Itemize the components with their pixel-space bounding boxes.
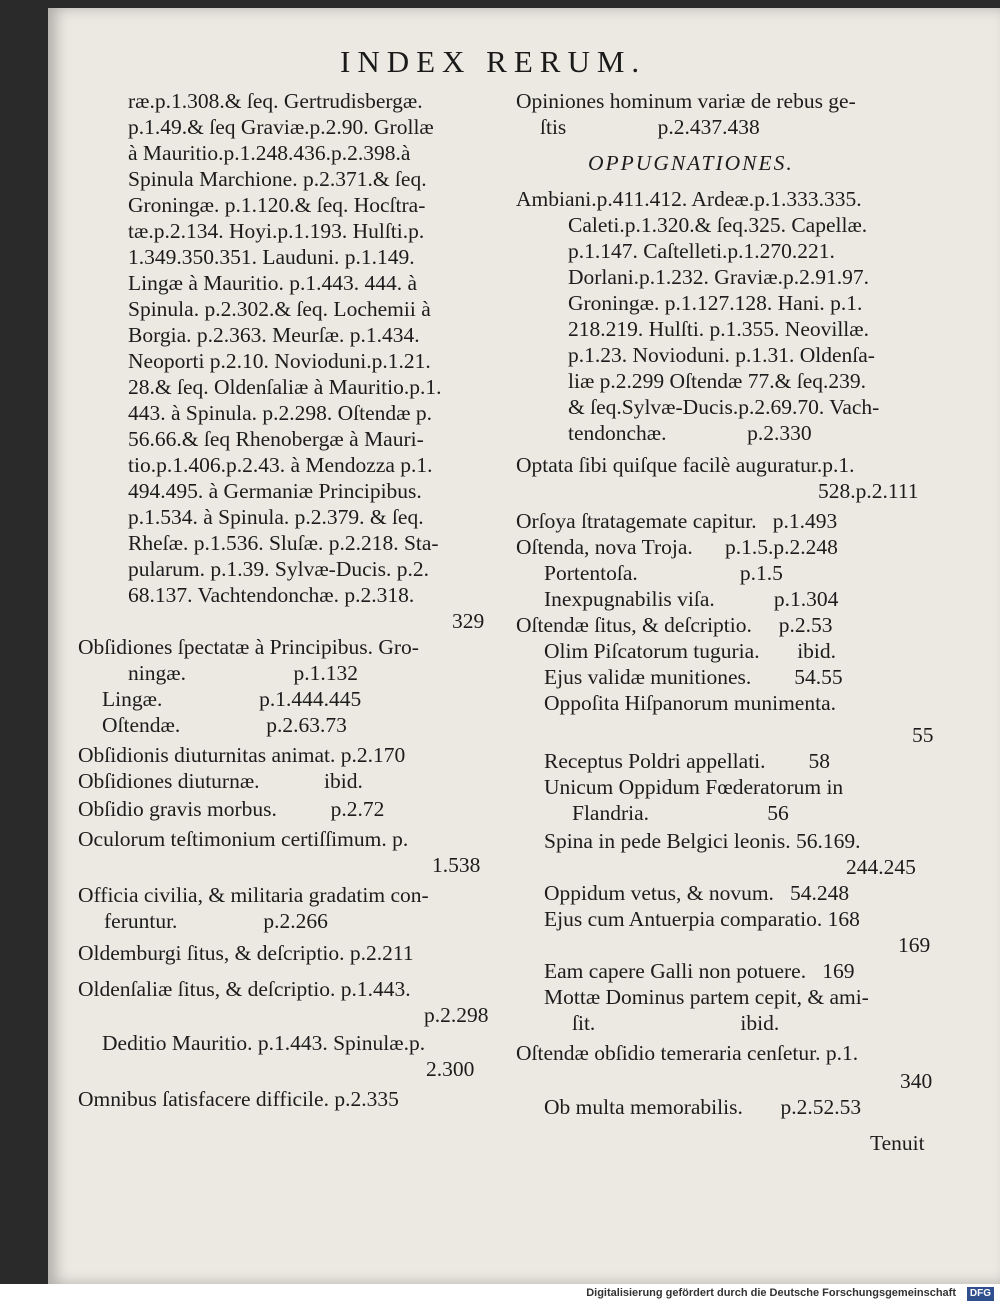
index-line: Neoporti p.2.10. Novioduni.p.1.21. [128,349,431,373]
index-line: p.1.147. Caſtelleti.p.1.270.221. [568,239,835,263]
page-header: INDEX RERUM. [340,44,647,79]
index-line: tæ.p.2.134. Hoyi.p.1.193. Hulſti.p. [128,219,425,243]
index-line: 1.349.350.351. Lauduni. p.1.149. [128,245,415,269]
index-line: 528.p.2.111 [818,479,919,503]
index-entry: Ambiani.p.411.412. Ardeæ.p.1.333.335. [516,187,862,211]
index-line: 443. à Spinula. p.2.298. Oſtendæ p. [128,401,432,425]
index-line: liæ p.2.299 Oſtendæ 77.& ſeq.239. [568,369,867,393]
index-subentry: Spina in pede Belgici leonis. 56.169. [544,829,861,853]
index-line: ſit. ibid. [572,1011,780,1035]
footer-credit: Digitalisierung gefördert durch die Deutsche Forschungsgemeinschaft [586,1287,956,1299]
index-entry: Oſtendæ obſidio temeraria cenſetur. p.1. [516,1041,859,1065]
index-subentry: Oppidum vetus, & novum. 54.248 [544,881,850,905]
index-line: 329 [452,609,485,633]
index-line: Lingæ à Mauritio. p.1.443. 444. à [128,271,418,295]
index-line: ningæ. p.1.132 [128,661,358,685]
index-line: tendonchæ. p.2.330 [568,421,812,445]
index-entry: Optata ſibi quiſque facilè auguratur.p.1. [516,453,855,477]
index-subentry: Oſtendæ. p.2.63.73 [102,713,347,737]
index-line: Rheſæ. p.1.536. Sluſæ. p.2.218. Sta- [128,531,439,555]
index-line: 340 [900,1069,933,1093]
index-line: 56.66.& ſeq Rhenobergæ à Mauri- [128,427,424,451]
index-subentry: Mottæ Dominus partem cepit, & ami- [544,985,869,1009]
index-entry: Obſidio gravis morbus. p.2.72 [78,797,385,821]
index-line: p.1.23. Novioduni. p.1.31. Oldenſa- [568,343,875,367]
dfg-logo-icon: DFG [967,1287,994,1301]
index-line: 244.245 [846,855,916,879]
index-line: 55 [912,723,934,747]
index-line: tio.p.1.406.p.2.43. à Mendozza p.1. [128,453,433,477]
index-line: Dorlani.p.1.232. Graviæ.p.2.91.97. [568,265,869,289]
index-line: Borgia. p.2.363. Meurſæ. p.1.434. [128,323,420,347]
index-line: ſtis p.2.437.438 [540,115,760,139]
index-line: 28.& ſeq. Oldenſaliæ à Mauritio.p.1. [128,375,442,399]
index-line: Spinula Marchione. p.2.371.& ſeq. [128,167,427,191]
index-subentry: Receptus Poldri appellati. 58 [544,749,831,773]
index-subentry: Ob multa memorabilis. p.2.52.53 [544,1095,862,1119]
index-entry: Oculorum teſtimonium certiſſimum. p. [78,827,409,851]
index-subentry: Oppoſita Hiſpanorum munimenta. [544,691,836,715]
index-entry: Oldenſaliæ ſitus, & deſcriptio. p.1.443. [78,977,411,1001]
index-subentry: Ejus cum Antuerpia comparatio. 168 [544,907,860,931]
index-entry: Obſidionis diuturnitas animat. p.2.170 [78,743,406,767]
index-line: 2.300 [426,1057,475,1081]
index-entry: Oldemburgi ſitus, & deſcriptio. p.2.211 [78,941,414,965]
index-subentry: Ejus validæ munitiones. 54.55 [544,665,843,689]
index-line: feruntur. p.2.266 [104,909,328,933]
index-entry: Oſtenda, nova Troja. p.1.5.p.2.248 [516,535,838,559]
index-subentry: Portentoſa. p.1.5 [544,561,783,585]
index-subentry: Lingæ. p.1.444.445 [102,687,362,711]
index-entry: Oſtendæ ſitus, & deſcriptio. p.2.53 [516,613,833,637]
index-line: Flandria. 56 [572,801,789,825]
index-entry: Omnibus ſatisfacere difficile. p.2.335 [78,1087,399,1111]
index-line: ræ.p.1.308.& ſeq. Gertrudisbergæ. [128,89,423,113]
index-line: 169 [898,933,931,957]
index-line: p.1.534. à Spinula. p.2.379. & ſeq. [128,505,424,529]
index-entry: Obſidiones ſpectatæ à Principibus. Gro- [78,635,419,659]
index-line: & ſeq.Sylvæ-Ducis.p.2.69.70. Vach- [568,395,880,419]
index-line: Groningæ. p.1.120.& ſeq. Hocſtra- [128,193,426,217]
catchword: Tenuit [870,1131,925,1155]
index-line: pularum. p.1.39. Sylvæ-Ducis. p.2. [128,557,429,581]
index-line: à Mauritio.p.1.248.436.p.2.398.à [128,141,411,165]
index-entry: Officia civilia, & militaria gradatim con- [78,883,429,907]
index-line: 218.219. Hulſti. p.1.355. Neovillæ. [568,317,869,341]
index-line: Spinula. p.2.302.& ſeq. Lochemii à [128,297,431,321]
index-line: Caleti.p.1.320.& ſeq.325. Capellæ. [568,213,868,237]
index-subentry: Unicum Oppidum Fœderatorum in [544,775,844,799]
index-subentry: Olim Piſcatorum tuguria. ibid. [544,639,837,663]
index-line: 1.538 [432,853,481,877]
index-subentry: Deditio Mauritio. p.1.443. Spinulæ.p. [102,1031,426,1055]
index-line: 494.495. à Germaniæ Principibus. [128,479,422,503]
index-subentry: Eam capere Galli non potuere. 169 [544,959,855,983]
index-line: p.1.49.& ſeq Graviæ.p.2.90. Grollæ [128,115,434,139]
index-subentry: Inexpugnabilis viſa. p.1.304 [544,587,839,611]
index-line: Groningæ. p.1.127.128. Hani. p.1. [568,291,863,315]
section-heading: OPPUGNATIONES. [588,151,794,175]
index-line: 68.137. Vachtendonchæ. p.2.318. [128,583,415,607]
index-entry: Opiniones hominum variæ de rebus ge- [516,89,856,113]
index-entry: Orſoya ſtratagemate capitur. p.1.493 [516,509,838,533]
index-entry: Obſidiones diuturnæ. ibid. [78,769,363,793]
index-line: p.2.298 [424,1003,489,1027]
